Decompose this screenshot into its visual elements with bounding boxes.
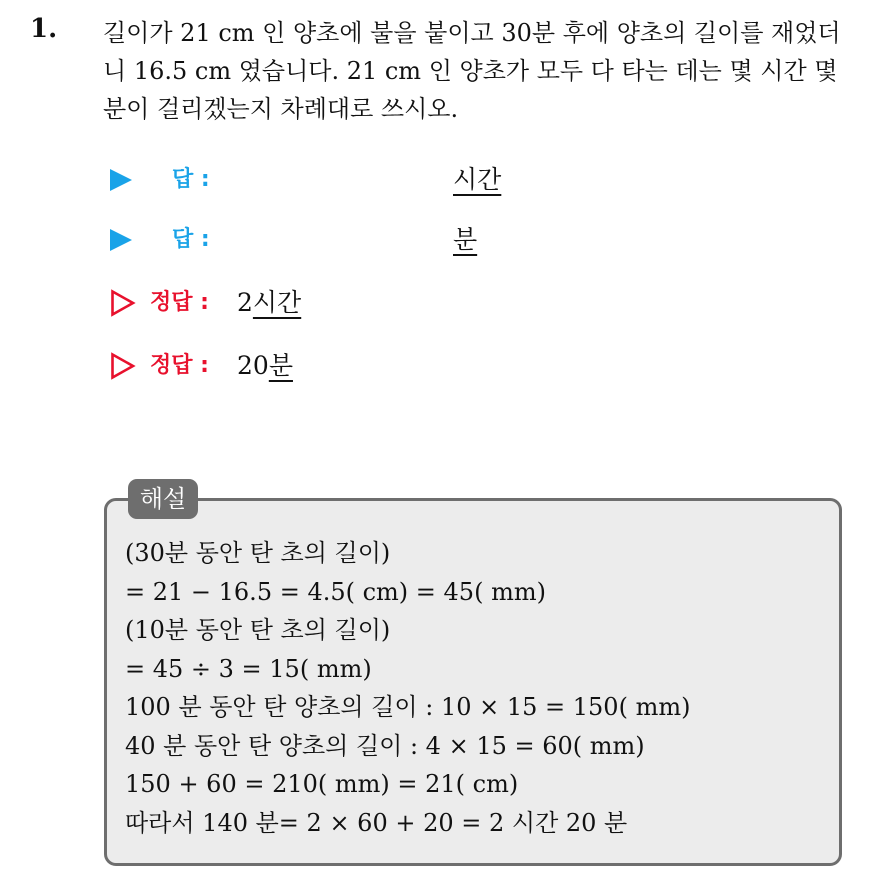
answer-label: 답 : — [172, 227, 210, 252]
answer-marker-icon — [110, 229, 132, 251]
solution-row-hours — [110, 283, 370, 323]
explanation-line: (10분 동안 탄 초의 길이) — [125, 616, 391, 644]
solution-marker-icon — [110, 289, 136, 317]
solution-number: 20 — [237, 351, 269, 380]
question-text — [103, 14, 863, 128]
explanation-line: 150 + 60 = 210( mm) = 21( cm) — [125, 770, 519, 798]
question-line: 분이 걸리겠는지 차례대로 쓰시오. — [103, 95, 459, 123]
answer-row-minutes — [110, 220, 530, 260]
answer-unit-hours: 시간 — [453, 165, 502, 194]
answer-row-hours — [110, 160, 530, 200]
solution-number: 2 — [237, 288, 253, 317]
explanation-title: 해설 — [128, 479, 198, 519]
solution-value-hours — [237, 283, 301, 323]
explanation-line: = 21 − 16.5 = 4.5( cm) = 45( mm) — [125, 577, 546, 606]
solution-unit: 분 — [268, 351, 293, 380]
explanation-line: 40 분 동안 탄 양초의 길이 : 4 × 15 = 60( mm) — [125, 731, 645, 760]
answer-label: 답 : — [172, 167, 210, 192]
solution-unit: 시간 — [252, 288, 302, 317]
explanation-line: 100 분 동안 탄 양초의 길이 : 10 × 15 = 150( mm) — [125, 693, 691, 721]
solution-label: 정답 : — [150, 290, 209, 315]
question-line: 길이가 21 cm 인 양초에 불을 붙이고 30분 후에 양초의 길이를 재었더 — [103, 19, 841, 47]
solution-row-minutes — [110, 346, 370, 386]
question-line: 니 16.5 cm 였습니다. 21 cm 인 양초가 모두 다 타는 데는 몇 시간 몇 — [103, 57, 838, 85]
solution-label: 정답 : — [150, 353, 209, 378]
solution-value-minutes — [237, 346, 293, 386]
explanation-line: = 45 ÷ 3 = 15( mm) — [125, 654, 372, 683]
explanation-line: (30분 동안 탄 초의 길이) — [125, 539, 391, 567]
question-number: 1. — [30, 14, 58, 44]
answer-marker-icon — [110, 169, 132, 191]
explanation-line: 따라서 140 분= 2 × 60 + 20 = 2 시간 20 분 — [125, 808, 628, 837]
explanation-text — [125, 534, 690, 842]
answer-unit-minutes: 분 — [453, 225, 478, 254]
solution-marker-icon — [110, 352, 136, 380]
